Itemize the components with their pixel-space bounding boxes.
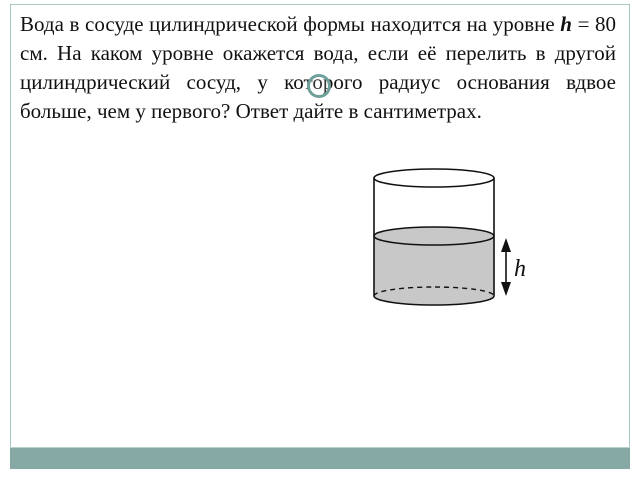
problem-text-start: Вода в сосуде цилиндрической формы находится на уровне <box>20 12 561 36</box>
height-arrow-up-icon <box>501 238 511 252</box>
cursor-ring-icon <box>307 74 331 98</box>
water-body <box>374 236 494 305</box>
height-variable: h <box>560 12 572 36</box>
cylinder-figure <box>360 160 540 320</box>
water-surface <box>374 227 494 245</box>
cylinder-top-rim <box>374 169 494 187</box>
height-arrow-down-icon <box>501 282 511 296</box>
height-label: h <box>514 256 526 282</box>
slide-bottom-bar <box>10 447 630 469</box>
problem-text <box>20 10 616 126</box>
problem-text-end: = 80 см. На каком уровне окажется вода, если её перелить в другой цилиндрический сосуд, у которого радиус основания вдвое больше, чем у первого? Ответ дайте в сантиметрах. <box>20 12 617 123</box>
